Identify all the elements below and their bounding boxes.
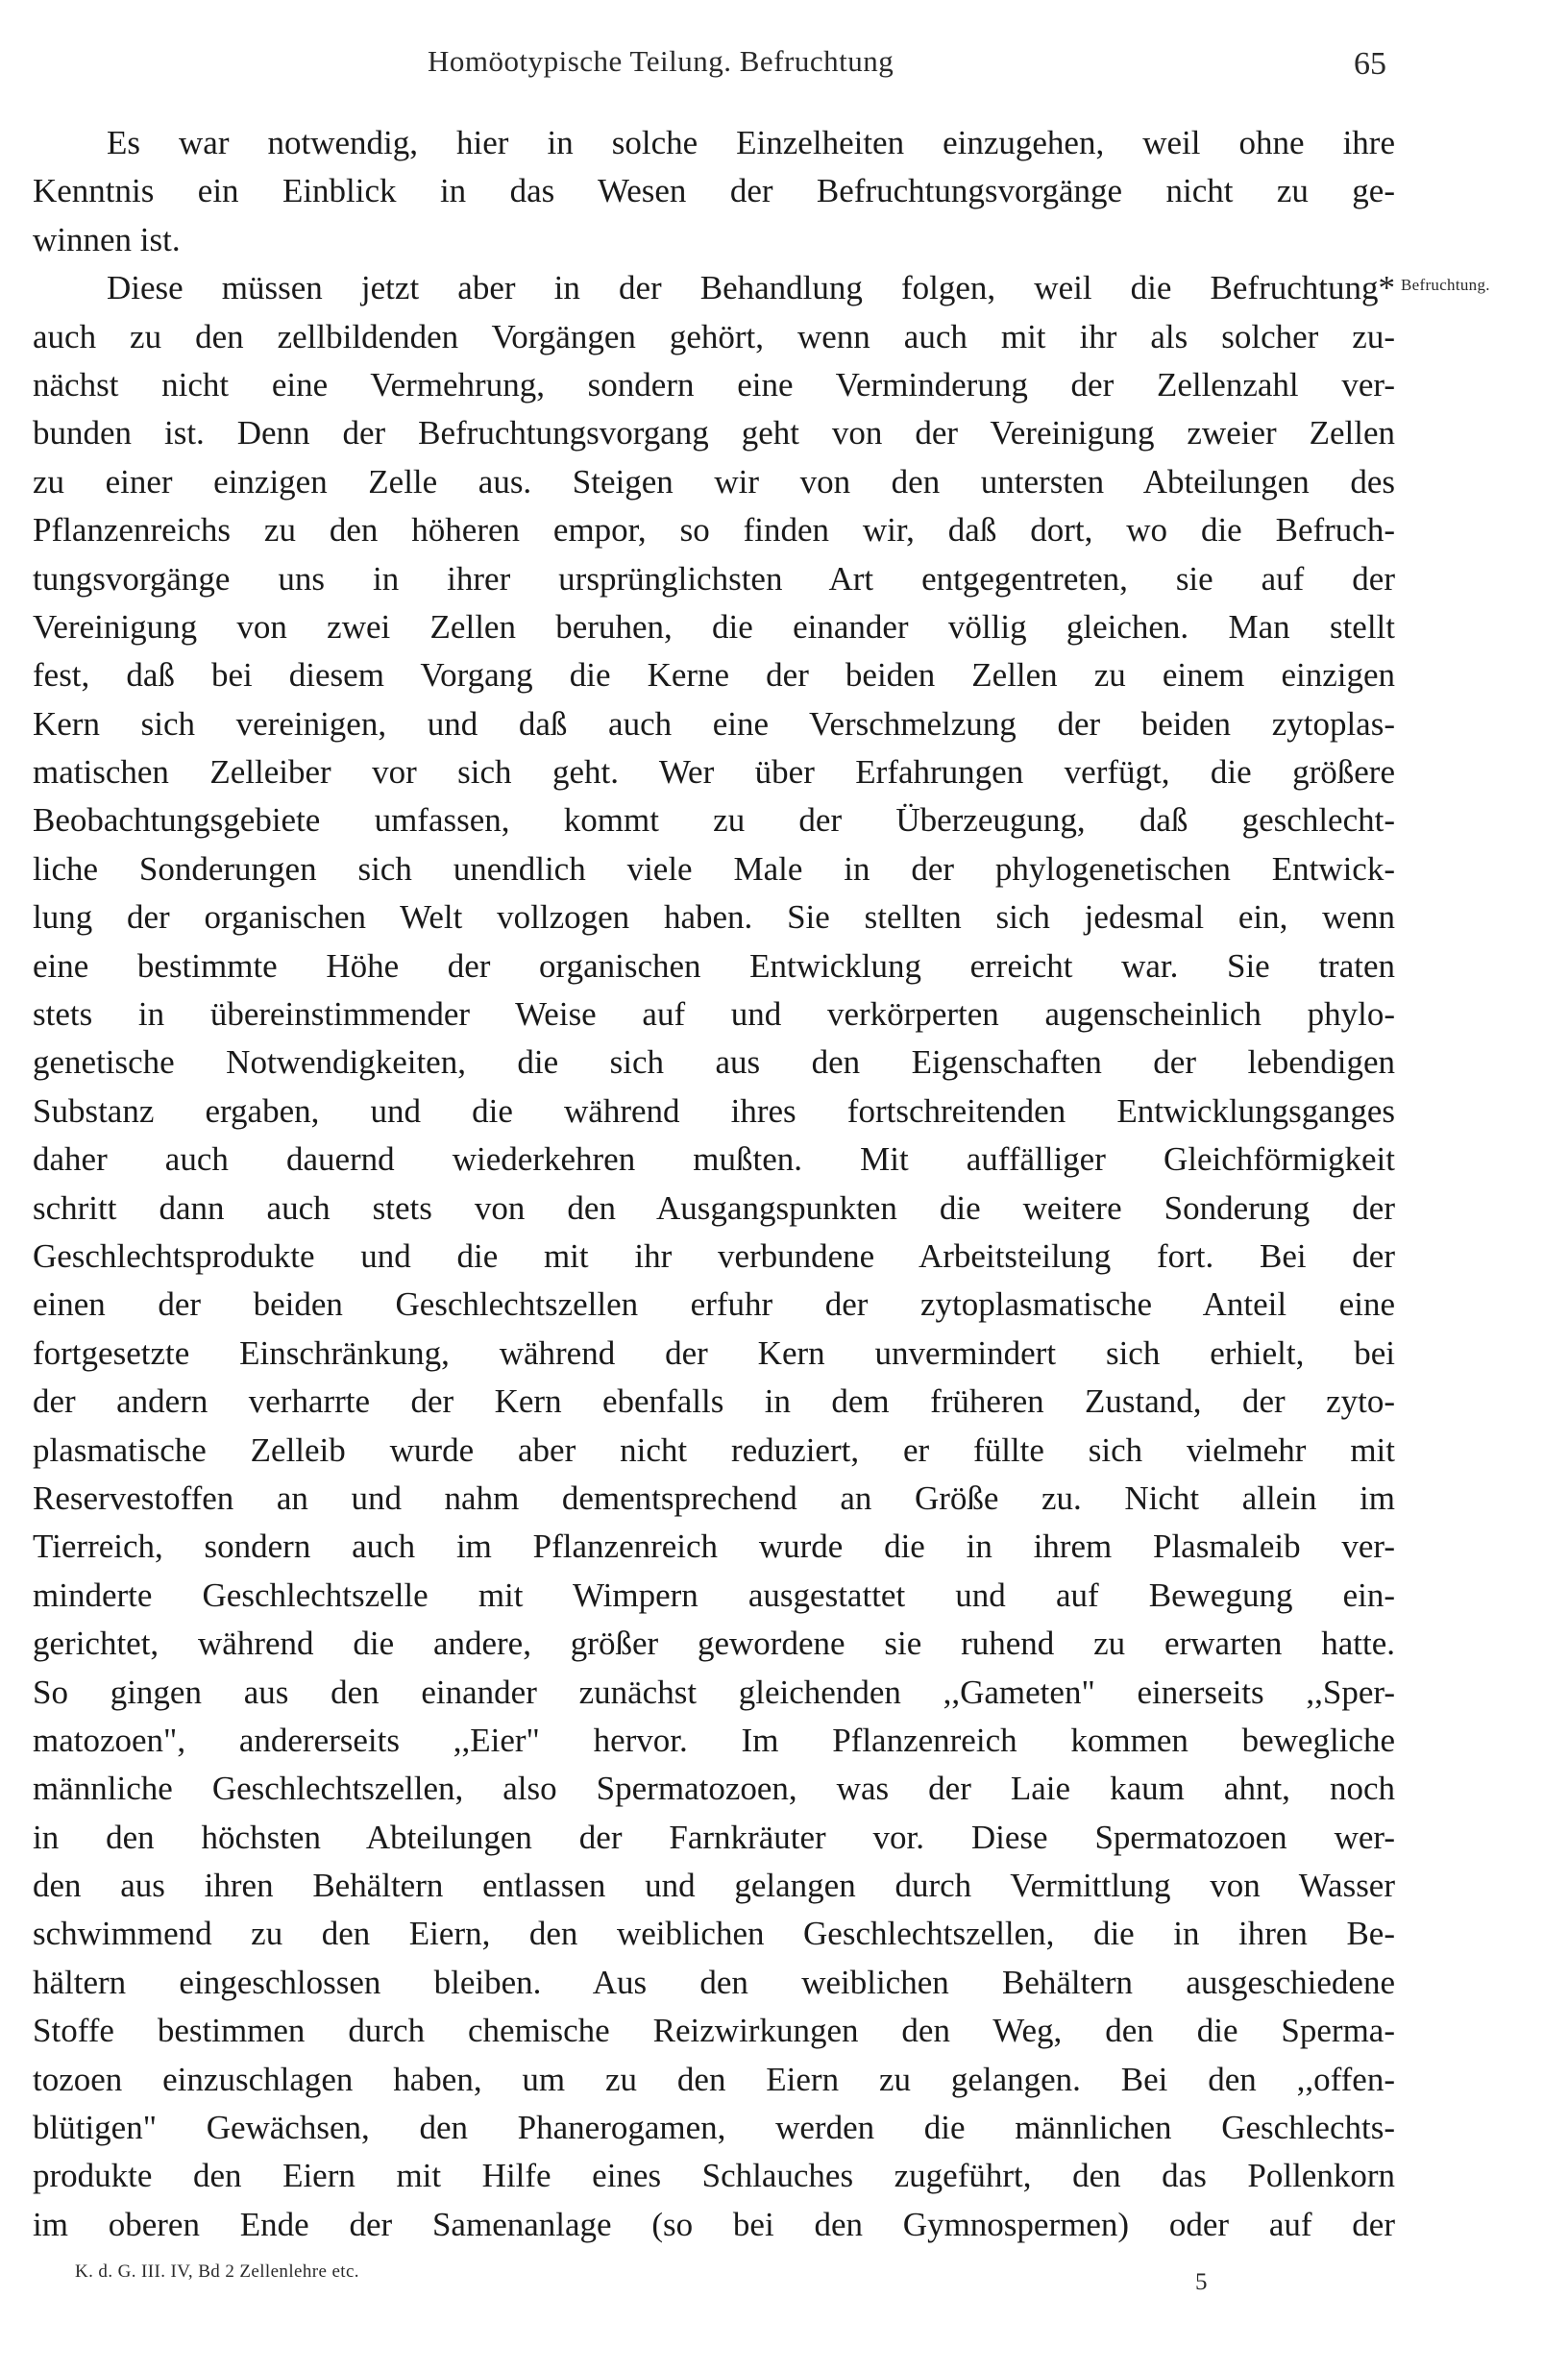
text-line: matozoen", andererseits ,,Eier" hervor. Im Pflanzenreich kommen bewegliche — [33, 1721, 1395, 1759]
text-line: liche Sonderungen sich unendlich viele Male in der phylogenetischen Entwick- — [33, 849, 1395, 888]
text-line: im oberen Ende der Samenanlage (so bei den Gymnospermen) oder auf der — [33, 2205, 1395, 2243]
text-line: stets in übereinstimmender Weise auf und verkörperten augenscheinlich phylo- — [33, 995, 1395, 1034]
running-head — [0, 40, 1568, 82]
text-line: matischen Zelleiber vor sich geht. Wer über Erfahrungen verfügt, die größere — [33, 753, 1395, 792]
signature-mark: 5 — [1195, 2269, 1208, 2295]
text-line: Diese müssen jetzt aber in der Behandlung folgen, weil die Befruchtung* — [107, 269, 1395, 307]
text-line: tungsvorgänge uns in ihrer ursprünglichsten Art entgegentreten, sie auf der — [33, 559, 1395, 598]
text-line: lung der organischen Welt vollzogen haben. Sie stellten sich jedesmal ein, wenn — [33, 898, 1395, 937]
text-line: produkte den Eiern mit Hilfe eines Schlauches zugeführt, den das Pollenkorn — [33, 2157, 1395, 2195]
text-line: schritt dann auch stets von den Ausgangspunkten die weitere Sonderung der — [33, 1188, 1395, 1227]
text-line: der andern verharrte der Kern ebenfalls in dem früheren Zustand, der zyto- — [33, 1382, 1395, 1421]
text-line: einen der beiden Geschlechtszellen erfuhr der zytoplasmatische Anteil eine — [33, 1285, 1395, 1324]
text-line: Vereinigung von zwei Zellen beruhen, die einander völlig gleichen. Man stellt — [33, 607, 1395, 646]
text-line: Kern sich vereinigen, und daß auch eine Verschmelzung der beiden zytoplas- — [33, 704, 1395, 743]
text-line: minderte Geschlechtszelle mit Wimpern ausgestattet und auf Bewegung ein- — [33, 1576, 1395, 1614]
text-line: bunden ist. Denn der Befruchtungsvorgang geht von der Vereinigung zweier Zellen — [33, 414, 1395, 452]
text-line: tozoen einzuschlagen haben, um zu den Eiern zu gelangen. Bei den ,,offen- — [33, 2060, 1395, 2098]
text-line: So gingen aus den einander zunächst gleichenden ,,Gameten" einerseits ,,Sper- — [33, 1673, 1395, 1711]
paragraph-1 — [33, 119, 1395, 264]
text-line: Es war notwendig, hier in solche Einzelheiten einzugehen, weil ohne ihre — [107, 124, 1395, 161]
text-line: zu einer einzigen Zelle aus. Steigen wir von den untersten Abteilungen des — [33, 462, 1395, 501]
text-line: fortgesetzte Einschränkung, während der Kern unvermindert sich erhielt, bei — [33, 1333, 1395, 1372]
running-title: Homöotypische Teilung. Befruchtung — [428, 44, 894, 78]
text-line: hältern eingeschlossen bleiben. Aus den weiblichen Behältern ausgeschiedene — [33, 1963, 1395, 2001]
text-line: Tierreich, sondern auch im Pflanzenreich wurde die in ihrem Plasmaleib ver- — [33, 1528, 1395, 1566]
text-line: Kenntnis ein Einblick in das Wesen der Befruchtungsvorgänge nicht zu ge- — [33, 172, 1395, 210]
text-line: Beobachtungsgebiete umfassen, kommt zu der Überzeugung, daß geschlecht- — [33, 801, 1395, 840]
page-number: 65 — [1354, 46, 1386, 82]
text-line: schwimmend zu den Eiern, den weiblichen Geschlechtszellen, die in ihren Be- — [33, 1915, 1395, 1953]
text-line: Pflanzenreichs zu den höheren empor, so finden wir, daß dort, wo die Befruch- — [33, 511, 1395, 550]
text-line: blütigen" Gewächsen, den Phanerogamen, werden die männlichen Geschlechts- — [33, 2109, 1395, 2147]
text-line: genetische Notwendigkeiten, die sich aus den Eigenschaften der lebendigen — [33, 1043, 1395, 1082]
text-line: nächst nicht eine Vermehrung, sondern eine Verminderung der Zellenzahl ver- — [33, 365, 1395, 403]
text-line: Reservestoffen an und nahm dementsprechend an Größe zu. Nicht allein im — [33, 1479, 1395, 1517]
text-line: Substanz ergaben, und die während ihres fortschreitenden Entwicklungsganges — [33, 1091, 1395, 1130]
text-line: Stoffe bestimmen durch chemische Reizwirkungen den Weg, den die Sperma- — [33, 2012, 1395, 2050]
paragraph-2 — [33, 264, 1395, 2249]
text-line: in den höchsten Abteilungen der Farnkräuter vor. Diese Spermatozoen wer- — [33, 1818, 1395, 1856]
text-line: gerichtet, während die andere, größer gewordene sie ruhend zu erwarten hatte. — [33, 1625, 1395, 1663]
text-line: Geschlechtsprodukte und die mit ihr verbundene Arbeitsteilung fort. Bei der — [33, 1236, 1395, 1275]
text-line: fest, daß bei diesem Vorgang die Kerne der beiden Zellen zu einem einzigen — [33, 656, 1395, 695]
text-line: auch zu den zellbildenden Vorgängen gehört, wenn auch mit ihr als solcher zu- — [33, 317, 1395, 355]
text-line: plasmatische Zelleib wurde aber nicht reduziert, er füllte sich vielmehr mit — [33, 1430, 1395, 1469]
text-line: winnen ist. — [33, 220, 181, 258]
margin-note: Befruchtung. — [1401, 276, 1490, 294]
printer-signature: K. d. G. III. IV, Bd 2 Zellenlehre etc. — [75, 2261, 359, 2282]
body-text — [33, 119, 1395, 2249]
text-line: den aus ihren Behältern entlassen und gelangen durch Vermittlung von Wasser — [33, 1867, 1395, 1905]
text-line: daher auch dauernd wiederkehren mußten. Mit auffälliger Gleichförmigkeit — [33, 1140, 1395, 1179]
text-line: eine bestimmte Höhe der organischen Entwicklung erreicht war. Sie traten — [33, 946, 1395, 985]
text-line: männliche Geschlechtszellen, also Spermatozoen, was der Laie kaum ahnt, noch — [33, 1770, 1395, 1808]
